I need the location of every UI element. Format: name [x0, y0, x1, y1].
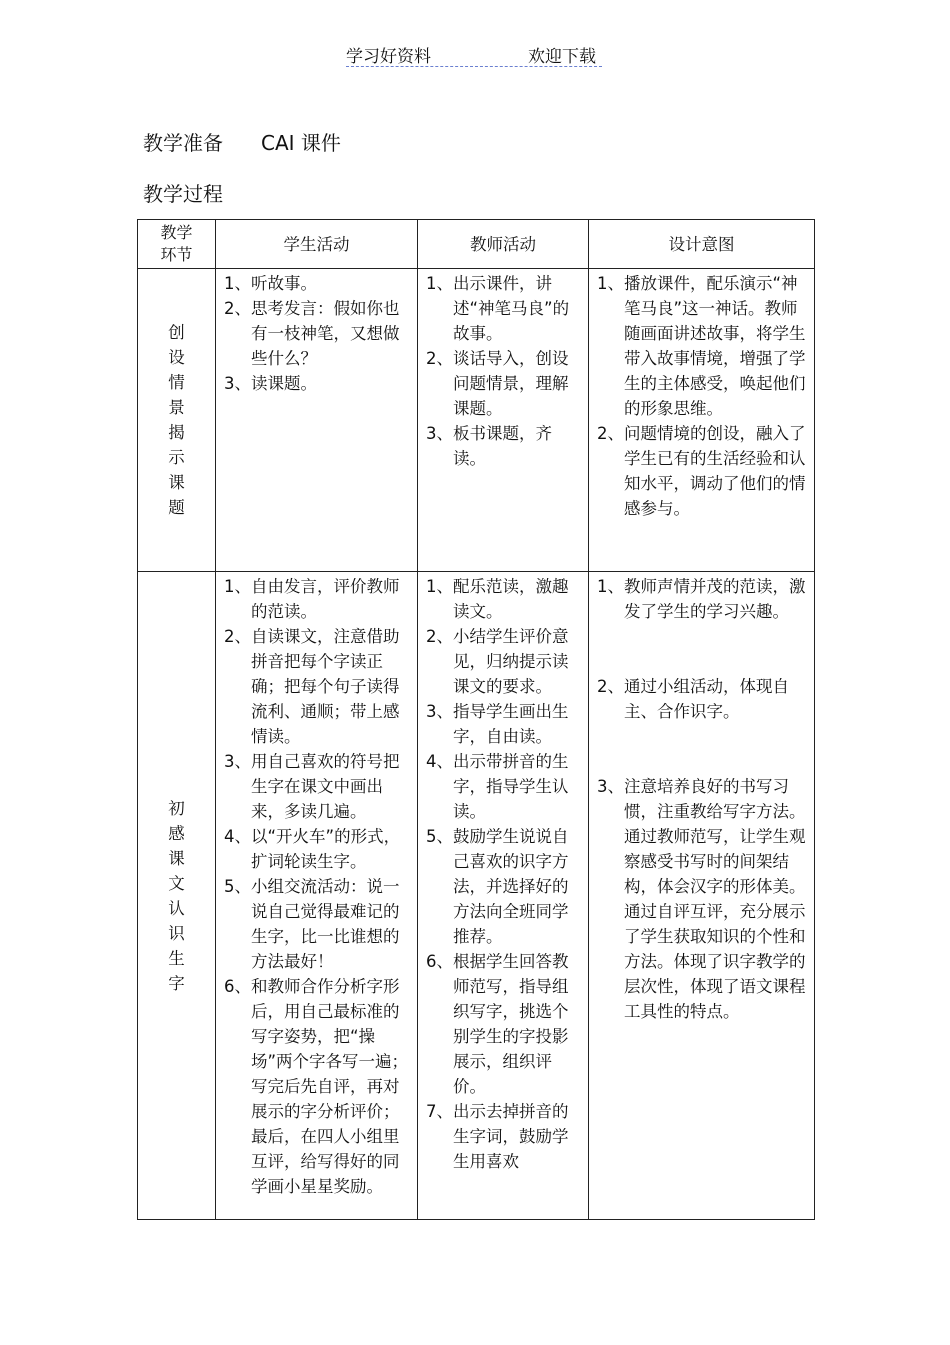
- list-item: [426, 749, 580, 824]
- item-text: 谈话导入，创设问题情景，理解课题。: [453, 349, 569, 418]
- item-number: 2、: [597, 677, 624, 696]
- stage-cell: [138, 269, 216, 572]
- list-item: [224, 296, 409, 371]
- header-student: 学生活动: [216, 220, 418, 269]
- item-number: 2、: [426, 627, 453, 646]
- list-item: [224, 271, 409, 296]
- student-cell: [216, 572, 418, 1220]
- item-text: 注意培养良好的书写习惯，注重教给写字方法。通过教师范写，让学生观察感受书写时的间架结构，体会汉字的形体美。通过自评互评，充分展示了学生获取知识的个性和方法。体现了识字教学的层次性，体现了语文课程工具性的特点。: [624, 777, 806, 1021]
- item-text: 和教师合作分析字形后，用自己最标准的写字姿势，把“操场”两个字各写一遍；写完后先自评，再对展示的字分析评价；最后，在四人小组里互评，给写得好的同学画小星星奖励。: [251, 977, 409, 1196]
- item-number: 2、: [597, 424, 624, 443]
- list-item: [426, 624, 580, 699]
- teacher-cell: [418, 269, 589, 572]
- teacher-cell: [418, 572, 589, 1220]
- list-item: [597, 421, 806, 521]
- item-number: 5、: [224, 877, 251, 896]
- list-item: [224, 749, 409, 824]
- header-teacher: 教师活动: [418, 220, 589, 269]
- item-number: 6、: [426, 952, 453, 971]
- item-number: 3、: [426, 702, 453, 721]
- list-item: [224, 824, 409, 874]
- header-design: 设计意图: [589, 220, 815, 269]
- item-number: 3、: [597, 777, 624, 796]
- list-item: [426, 949, 580, 1099]
- item-text: 鼓励学生说说自己喜欢的识字方法，并选择好的方法向全班同学推荐。: [453, 827, 569, 946]
- item-text: 思考发言：假如你也有一枝神笔，又想做些什么？: [251, 299, 400, 368]
- list-item: [426, 271, 580, 346]
- item-text: 听故事。: [251, 274, 317, 293]
- item-text: 小组交流活动：说一说自己觉得最难记的生字，比一比谁想的方法最好！: [251, 877, 400, 971]
- item-number: 1、: [426, 274, 453, 293]
- design-cell: [589, 269, 815, 572]
- item-number: 1、: [597, 274, 624, 293]
- list-item: [224, 974, 409, 1199]
- list-item: [224, 574, 409, 624]
- item-text: 用自己喜欢的符号把生字在课文中画出来，多读几遍。: [251, 752, 400, 821]
- list-item: [224, 371, 409, 396]
- spacer: [597, 724, 806, 774]
- item-number: 2、: [426, 349, 453, 368]
- teaching-prep: [143, 127, 341, 156]
- item-text: 根据学生回答教师范写，指导组织写字，挑选个别学生的字投影展示，组织评价。: [453, 952, 569, 1096]
- header-left-text: 学习好资料: [346, 47, 431, 67]
- list-item: [597, 574, 806, 624]
- item-number: 4、: [224, 827, 251, 846]
- item-text: 播放课件，配乐演示“神笔马良”这一神话。教师随画面讲述故事，将学生带入故事情境，增强了学生的主体感受，唤起他们的形象思维。: [624, 274, 806, 418]
- list-item: [597, 674, 806, 724]
- item-number: 1、: [224, 577, 251, 596]
- item-text: 读课题。: [251, 374, 317, 393]
- item-text: 出示带拼音的生字，指导学生认读。: [453, 752, 569, 821]
- item-text: 小结学生评价意见，归纳提示读课文的要求。: [453, 627, 569, 696]
- item-text: 出示去掉拼音的生字词，鼓励学生用喜欢: [453, 1102, 569, 1171]
- page-header: [346, 40, 602, 67]
- item-number: 3、: [224, 752, 251, 771]
- header-stage: [138, 220, 216, 269]
- table-header-row: [138, 220, 815, 269]
- item-number: 1、: [224, 274, 251, 293]
- item-number: 1、: [597, 577, 624, 596]
- item-number: 3、: [426, 424, 453, 443]
- item-text: 指导学生画出生字，自由读。: [453, 702, 569, 746]
- student-cell: [216, 269, 418, 572]
- prep-label: 教学准备: [143, 131, 223, 155]
- list-item: [426, 824, 580, 949]
- item-text: 自读课文，注意借助拼音把每个字读正确；把每个句子读得流利、通顺；带上感情读。: [251, 627, 400, 746]
- list-item: [597, 774, 806, 1024]
- item-text: 自由发言，评价教师的范读。: [251, 577, 400, 621]
- list-item: [426, 574, 580, 624]
- prep-value: CAI 课件: [261, 131, 341, 155]
- item-number: 5、: [426, 827, 453, 846]
- list-item: [224, 624, 409, 749]
- item-text: 教师声情并茂的范读，激发了学生的学习兴趣。: [624, 577, 806, 621]
- list-item: [426, 1099, 580, 1174]
- item-number: 2、: [224, 299, 251, 318]
- lesson-table: [137, 219, 815, 1220]
- item-text: 问题情境的创设，融入了学生已有的生活经验和认知水平，调动了他们的情感参与。: [624, 424, 806, 518]
- table-row: [138, 269, 815, 572]
- list-item: [224, 874, 409, 974]
- stage-label: 创设情景揭示课题: [168, 323, 185, 517]
- header-right-text: 欢迎下载: [528, 47, 596, 67]
- item-number: 3、: [224, 374, 251, 393]
- item-text: 通过小组活动，体现自主、合作识字。: [624, 677, 789, 721]
- item-number: 1、: [426, 577, 453, 596]
- stage-label: 初感课文认识生字: [168, 798, 185, 993]
- item-number: 2、: [224, 627, 251, 646]
- item-text: 板书课题，齐读。: [453, 424, 552, 468]
- process-title: 教学过程: [143, 182, 223, 206]
- stage-cell: [138, 572, 216, 1220]
- table-row: [138, 572, 815, 1220]
- list-item: [426, 421, 580, 471]
- list-item: [426, 699, 580, 749]
- stage-label: 教学环节: [160, 222, 193, 264]
- list-item: [426, 346, 580, 421]
- item-text: 配乐范读，激趣读文。: [453, 577, 569, 621]
- list-item: [597, 271, 806, 421]
- item-number: 6、: [224, 977, 251, 996]
- item-text: 以“开火车”的形式，扩词轮读生字。: [251, 827, 401, 871]
- spacer: [597, 624, 806, 674]
- item-number: 7、: [426, 1102, 453, 1121]
- item-number: 4、: [426, 752, 453, 771]
- design-cell: [589, 572, 815, 1220]
- item-text: 出示课件，讲述“神笔马良”的故事。: [453, 274, 570, 343]
